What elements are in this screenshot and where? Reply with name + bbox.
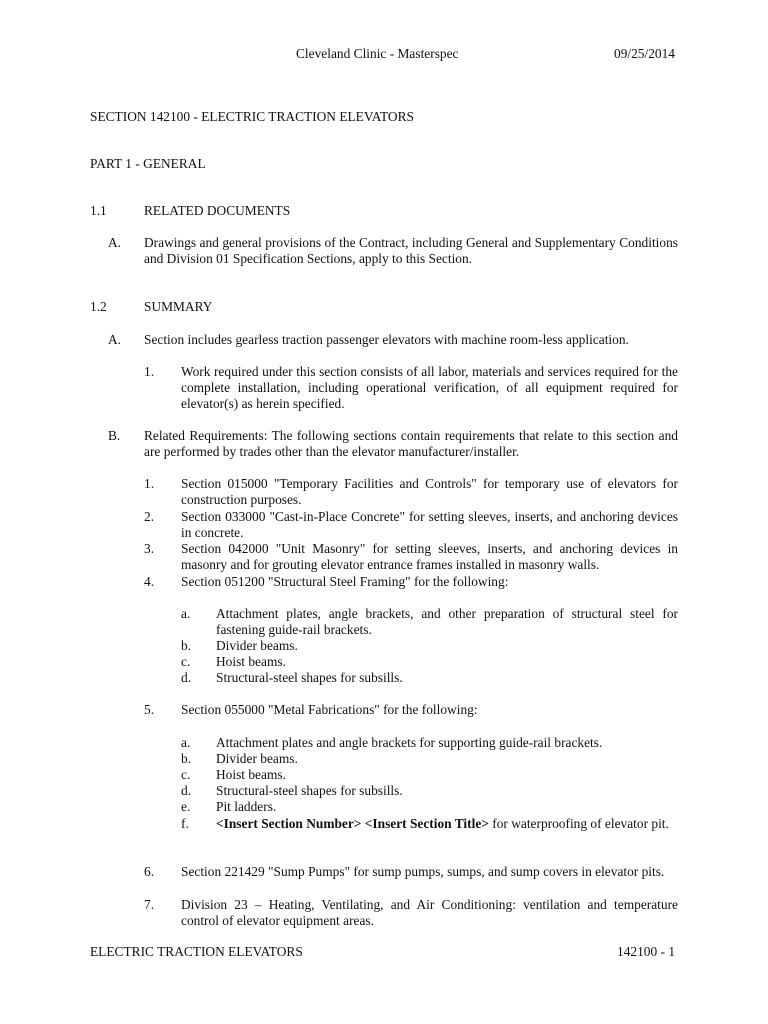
article-title: SUMMARY bbox=[144, 299, 213, 314]
sublist-item-text: Divider beams. bbox=[216, 751, 298, 766]
paragraph-text: Section includes gearless traction passenger elevators with machine room-less application. bbox=[144, 332, 629, 347]
subparagraph-text: Work required under this section consists of all labor, materials and services required for the complete installation, including operational verification, of all equipment required for elevator(s) as herein specified. bbox=[181, 364, 678, 411]
article-number: 1.2 bbox=[90, 299, 107, 314]
sublist-item-letter: b. bbox=[181, 638, 192, 653]
paragraph-text: Drawings and general provisions of the Contract, including General and Supplementary Conditions and Division 01 Specification Sections, apply to this Section. bbox=[144, 235, 678, 266]
sublist-item-letter: a. bbox=[181, 606, 191, 621]
sublist-item-text: Structural-steel shapes for subsills. bbox=[216, 783, 403, 798]
list-item-number: 5. bbox=[144, 702, 155, 717]
paragraph-text: Related Requirements: The following sections contain requirements that relate to this section and are performed by trades other than the elevator manufacturer/installer. bbox=[144, 428, 678, 459]
list-item-text: Section 015000 "Temporary Facilities and Controls" for temporary use of elevators for construction purposes. bbox=[181, 476, 678, 507]
list-item-number: 7. bbox=[144, 897, 155, 912]
sublist-item-letter: c. bbox=[181, 767, 191, 782]
sublist-item-text: Hoist beams. bbox=[216, 767, 286, 782]
paragraph-number: A. bbox=[108, 235, 122, 250]
list-item-number: 1. bbox=[144, 476, 155, 491]
sublist-item-letter: c. bbox=[181, 654, 191, 669]
header-title: Cleveland Clinic - Masterspec bbox=[296, 46, 459, 61]
sublist-item-letter: a. bbox=[181, 735, 191, 750]
sublist-item-text: Hoist beams. bbox=[216, 654, 286, 669]
sublist-item-text: Divider beams. bbox=[216, 638, 298, 653]
sublist-item-letter: b. bbox=[181, 751, 192, 766]
footer-title: ELECTRIC TRACTION ELEVATORS bbox=[90, 944, 303, 959]
list-item-number: 6. bbox=[144, 864, 155, 879]
list-item-text: Section 221429 "Sump Pumps" for sump pumps, sumps, and sump covers in elevator pits. bbox=[181, 864, 665, 879]
list-item-number: 4. bbox=[144, 574, 155, 589]
list-item-text: Division 23 – Heating, Ventilating, and Air Conditioning: ventilation and temperature control of elevator equipment areas. bbox=[181, 897, 678, 928]
placeholder-section-reference: <Insert Section Number> <Insert Section Title> bbox=[216, 816, 489, 831]
sublist-item-text: Pit ladders. bbox=[216, 799, 277, 814]
paragraph-number: B. bbox=[108, 428, 121, 443]
list-item-text: Section 055000 "Metal Fabrications" for the following: bbox=[181, 702, 478, 717]
sublist-item-letter: d. bbox=[181, 783, 192, 798]
sublist-item-text: Attachment plates, angle brackets, and other preparation of structural steel for fastening guide-rail brackets. bbox=[216, 606, 678, 637]
paragraph-number: A. bbox=[108, 332, 122, 347]
page-number: 142100 - 1 bbox=[617, 944, 676, 959]
list-item-number: 3. bbox=[144, 541, 155, 556]
sublist-item-text bbox=[216, 816, 678, 832]
subparagraph-number: 1. bbox=[144, 364, 155, 379]
list-item-text: Section 051200 "Structural Steel Framing" for the following: bbox=[181, 574, 509, 589]
sublist-item-text: Structural-steel shapes for subsills. bbox=[216, 670, 403, 685]
sublist-item-text: Attachment plates and angle brackets for supporting guide-rail brackets. bbox=[216, 735, 603, 750]
sublist-item-letter: d. bbox=[181, 670, 192, 685]
sublist-item-letter: f. bbox=[181, 816, 189, 831]
list-item-number: 2. bbox=[144, 509, 155, 524]
header-date: 09/25/2014 bbox=[614, 46, 676, 61]
article-title: RELATED DOCUMENTS bbox=[144, 203, 291, 218]
article-number: 1.1 bbox=[90, 203, 107, 218]
part-title: PART 1 - GENERAL bbox=[90, 156, 206, 171]
list-item-text: Section 042000 "Unit Masonry" for setting sleeves, inserts, and anchoring devices in masonry and for grouting elevator entrance frames installed in masonry walls. bbox=[181, 541, 678, 572]
list-item-text: Section 033000 "Cast-in-Place Concrete" for setting sleeves, inserts, and anchoring devices in concrete. bbox=[181, 509, 678, 540]
sublist-item-text-rest: for waterproofing of elevator pit. bbox=[488, 816, 669, 831]
sublist-item-letter: e. bbox=[181, 799, 191, 814]
section-title: SECTION 142100 - ELECTRIC TRACTION ELEVATORS bbox=[90, 109, 414, 124]
